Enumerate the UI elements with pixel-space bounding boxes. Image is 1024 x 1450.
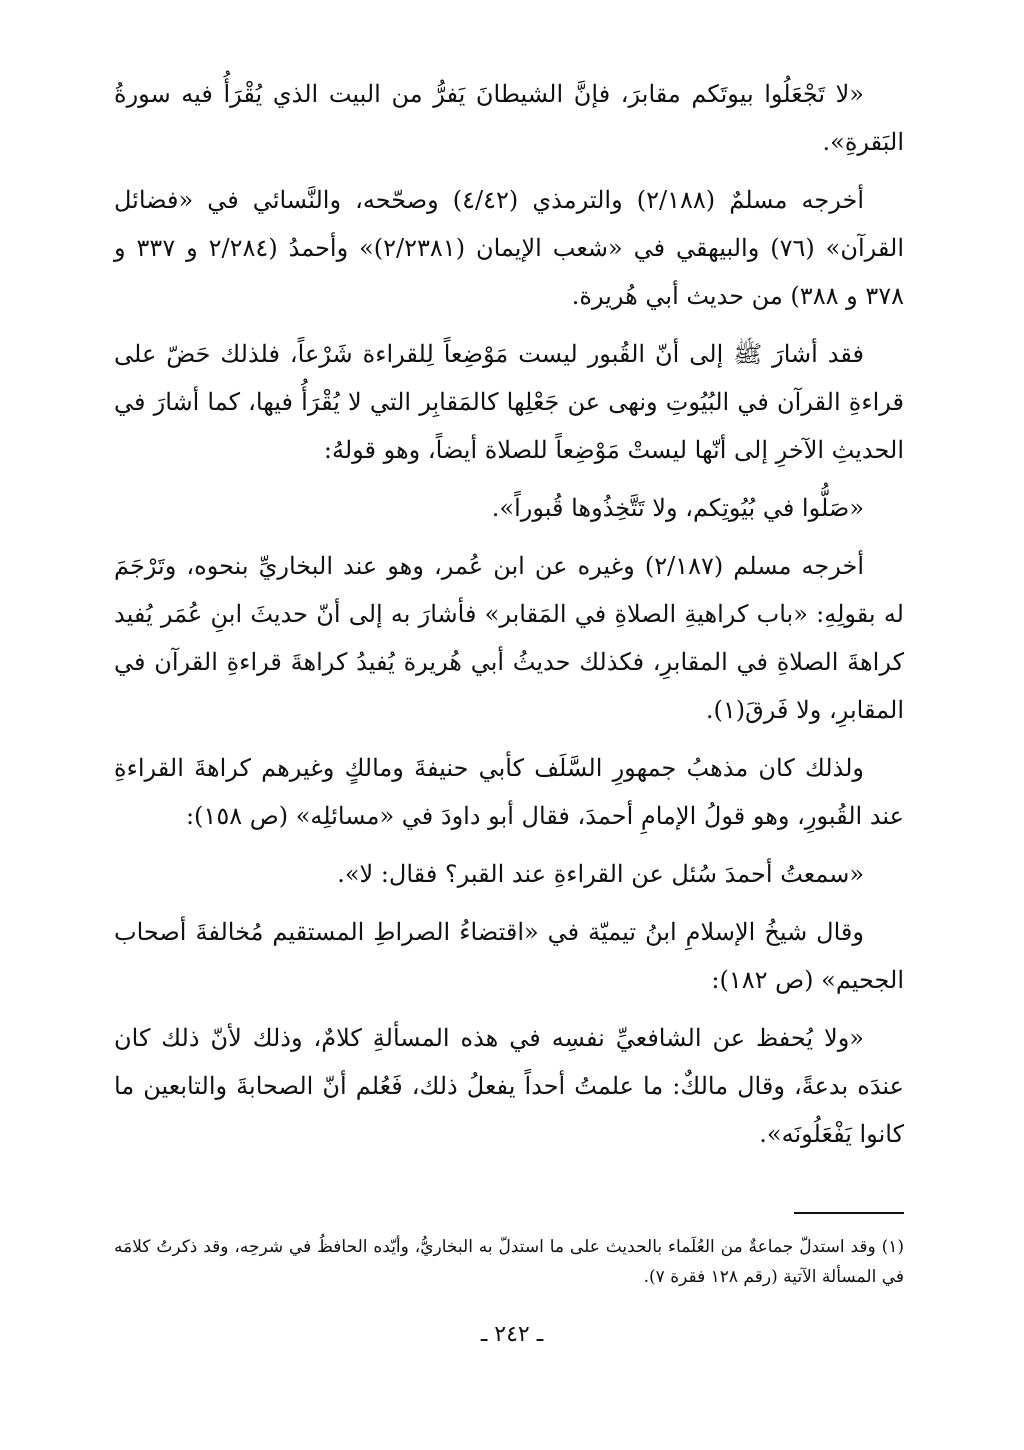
ibn-taymiyya-intro: وقال شيخُ الإسلامِ ابنُ تيميّة في «اقتضاءُ الصراطِ المستقيم مُخالفةَ أصحاب الجحيم» (ص ١٨٢): xyxy=(114,918,904,994)
page-number: ـ ٢٤٢ ـ xyxy=(480,1322,544,1347)
commentary-paragraph-2: ولذلك كان مذهبُ جمهورِ السَّلَف كأبي حنيفةَ ومالكٍ وغيرهم كراهةَ القراءةِ عند القُبورِ، وهو قولُ الإمامِ أحمدَ، فقال أبو داودَ في «مسائلِه» (ص ١٥٨): xyxy=(114,754,904,830)
commentary-paragraph-1: فقد أشارَ ﷺ إلى أنّ القُبور ليست مَوْضِعاً لِلقراءة شَرْعاً، فلذلك حَضّ على قراءةِ القرآن في البُيُوتِ ونهى عن جَعْلِها كالمَقابِر التي لا يُقْرَأُ فيها، كما أشارَ في الحديثِ الآخرِ إلى أنّها ليستْ مَوْضِعاً للصلاة أيضاً، وهو قولهُ: xyxy=(114,340,904,464)
hadith-quote-1: «لا تَجْعَلُوا بيوتَكم مقابرَ، فإنَّ الشيطانَ يَفرُّ من البيت الذي يُقْرَأُ فيه سورةُ البَقرةِ». xyxy=(114,80,904,156)
ahmad-quote: «سمعتُ أحمدَ سُئل عن القراءةِ عند القبر؟ فقال: لا». xyxy=(337,860,864,888)
takhrij-paragraph-2: أخرجه مسلم (٢/١٨٧) وغيره عن ابن عُمر، وهو عند البخاريِّ بنحوه، وتَرْجَمَ له بقولِهِ: «باب كراهيةِ الصلاةِ في المَقابر» فأشارَ به إلى أنّ حديثَ ابنِ عُمَر يُفيد كراهةَ الصلاةِ في المقابرِ، فكذلك حديثُ أبي هُريرة يُفيدُ كراهةَ قراءةِ القرآن في المقابرِ، ولا فَرقَ(١). xyxy=(114,552,904,724)
footnote: (١) وقد استدلّ جماعةٌ من العُلَماء بالحديث على ما استدلّ به البخاريُّ، وأيّده الحافظُ في شرحِه، وقد ذكرتُ كلامَه في المسألة الآتية (رقم ١٢٨ فقرة ٧). xyxy=(114,1237,904,1287)
takhrij-paragraph-1: أخرجه مسلمٌ (٢/١٨٨) والترمذي (٤/٤٢) وصحّحه، والنَّسائي في «فضائل القرآن» (٧٦) والبيهقي في «شعب الإيمان (٢/٢٣٨١)» وأحمدُ (٢/٢٨٤ و ٣٣٧ و ٣٧٨ و ٣٨٨) من حديث أبي هُريرة. xyxy=(114,186,905,310)
page-body xyxy=(114,70,904,1168)
hadith-quote-2: «صَلُّوا في بُيُوتِكم، ولا تَتَّخِذُوها قُبوراً». xyxy=(491,494,864,522)
ibn-taymiyya-quote: «ولا يُحفظ عن الشافعيِّ نفسِه في هذه المسألةِ كلامٌ، وذلك لأنّ ذلك كان عندَه بدعةً، وقال مالكٌ: ما علمتُ أحداً يفعلُ ذلك، فَعُلم أنّ الصحابةَ والتابعين ما كانوا يَفْعَلُونَه». xyxy=(114,1024,904,1148)
footnote-divider xyxy=(794,1212,904,1214)
